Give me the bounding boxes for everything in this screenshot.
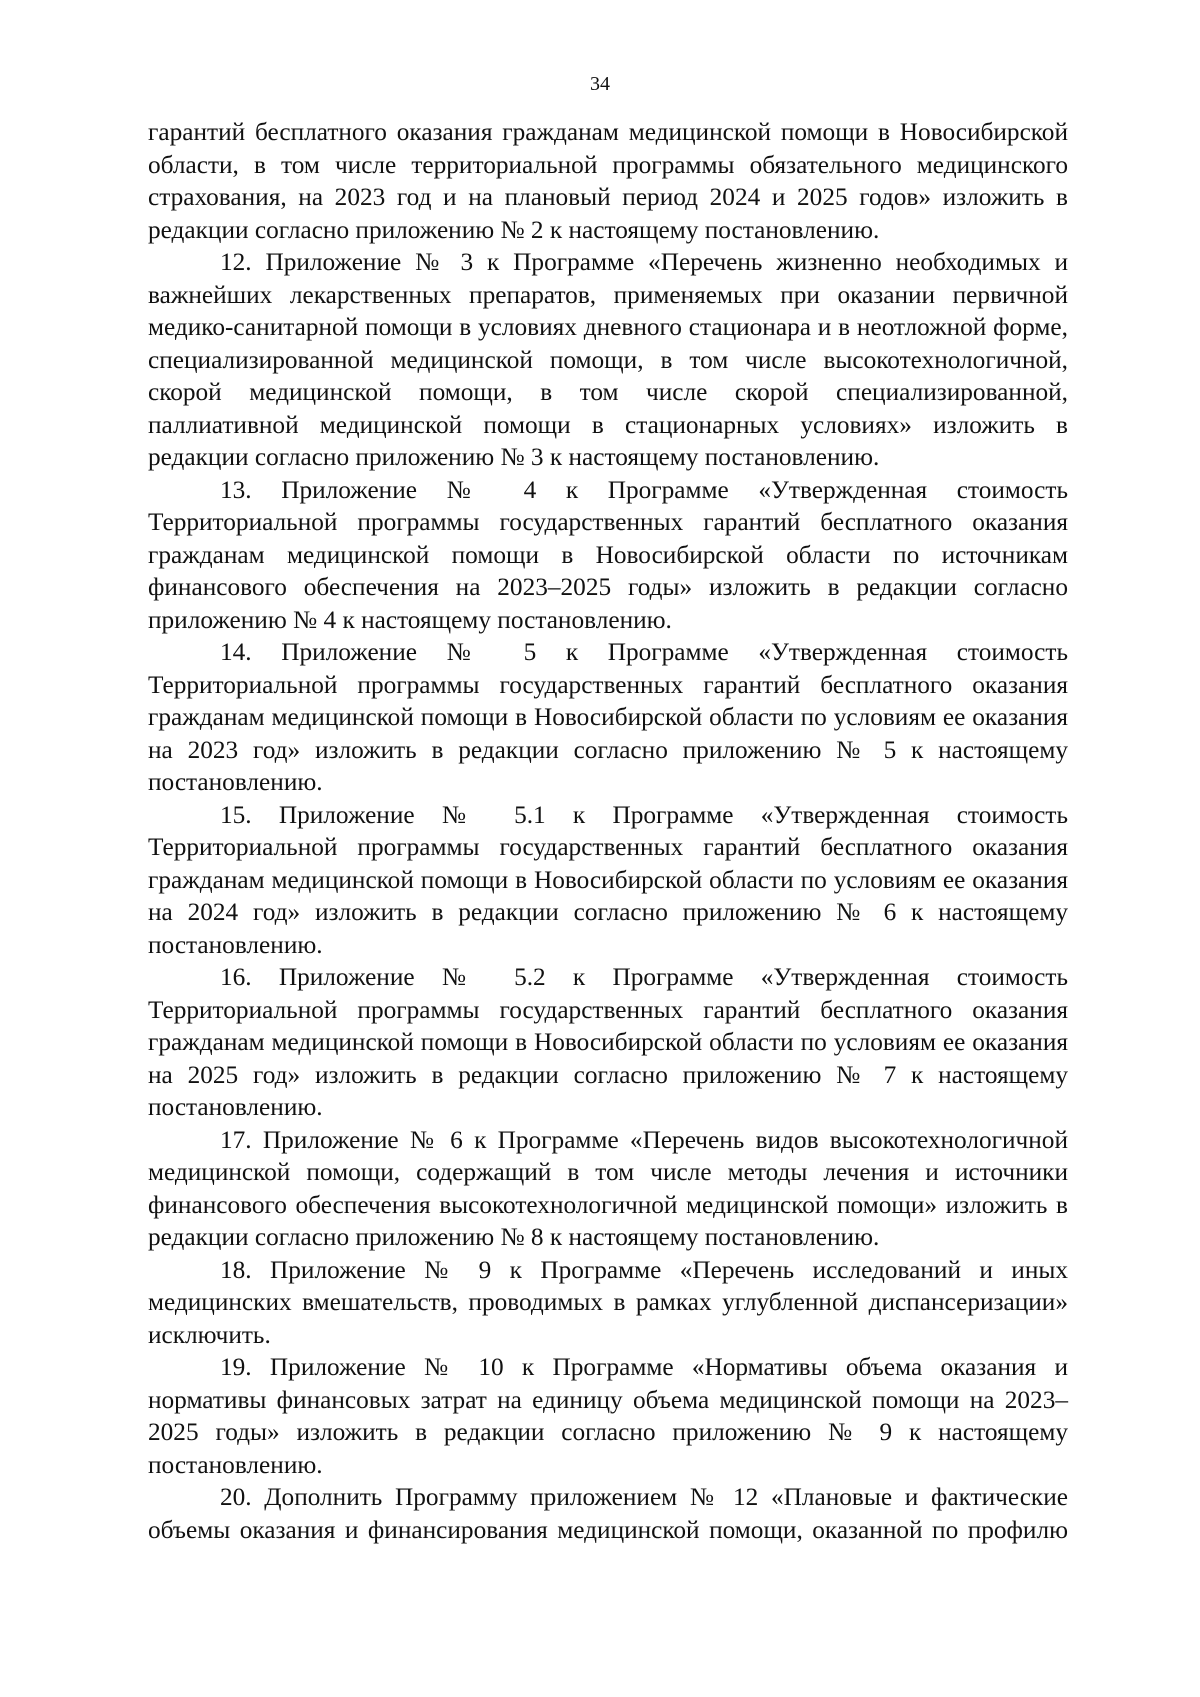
document-body (148, 116, 1068, 1546)
paragraph-item-17: 17. Приложение № 6 к Программе «Перечень видов высокотехнологичной медицинской помощи, содержащий в том числе методы лечения и источники финансового обеспечения высокотехнологичной медицинской помощи» изложить в редакции согласно приложению № 8 к настоящему постановлению. (148, 1125, 1068, 1251)
paragraph-item-14: 14. Приложение № 5 к Программе «Утвержденная стоимость Территориальной программы государственных гарантий бесплатного оказания гражданам медицинской помощи в Новосибирской области по условиям ее оказания на 2023 год» изложить в редакции согласно приложению № 5 к настоящему постановлению. (148, 638, 1068, 796)
paragraph-item-12: 12. Приложение № 3 к Программе «Перечень жизненно необходимых и важнейших лекарственных препаратов, применяемых при оказании первичной медико-санитарной помощи в условиях дневного стационара и в неотложной форме, специализированной медицинской помощи, в том числе высокотехнологичной, скорой медицинской помощи, в том числе скорой специализированной, паллиативной медицинской помощи в стационарных условиях» изложить в редакции согласно приложению № 3 к настоящему постановлению. (148, 248, 1068, 471)
paragraph-continuation: гарантий бесплатного оказания гражданам медицинской помощи в Новосибирской области, в том числе территориальной программы обязательного медицинского страхования, на 2023 год и на плановый период 2024 и 2025 годов» изложить в редакции согласно приложению № 2 к настоящему постановлению. (148, 118, 1068, 244)
paragraph-item-20: 20. Дополнить Программу приложением № 12 «Плановые и фактические объемы оказания и финансирования медицинской помощи, оказанной по профилю (148, 1483, 1068, 1544)
paragraph-item-19: 19. Приложение № 10 к Программе «Нормативы объема оказания и нормативы финансовых затрат на единицу объема медицинской помощи на 2023–2025 годы» изложить в редакции согласно приложению № 9 к настоящему постановлению. (148, 1353, 1068, 1479)
page-number: 34 (590, 73, 610, 95)
paragraph-item-13: 13. Приложение № 4 к Программе «Утвержденная стоимость Территориальной программы государственных гарантий бесплатного оказания гражданам медицинской помощи в Новосибирской области по источникам финансового обеспечения на 2023–2025 годы» изложить в редакции согласно приложению № 4 к настоящему постановлению. (148, 475, 1068, 634)
paragraph-item-16: 16. Приложение № 5.2 к Программе «Утвержденная стоимость Территориальной программы государственных гарантий бесплатного оказания гражданам медицинской помощи в Новосибирской области по условиям ее оказания на 2025 год» изложить в редакции согласно приложению № 7 к настоящему постановлению. (148, 963, 1068, 1121)
paragraph-item-18: 18. Приложение № 9 к Программе «Перечень исследований и иных медицинских вмешательств, проводимых в рамках углубленной диспансеризации» исключить. (148, 1255, 1068, 1349)
paragraph-item-15: 15. Приложение № 5.1 к Программе «Утвержденная стоимость Территориальной программы государственных гарантий бесплатного оказания гражданам медицинской помощи в Новосибирской области по условиям ее оказания на 2024 год» изложить в редакции согласно приложению № 6 к настоящему постановлению. (148, 800, 1068, 959)
